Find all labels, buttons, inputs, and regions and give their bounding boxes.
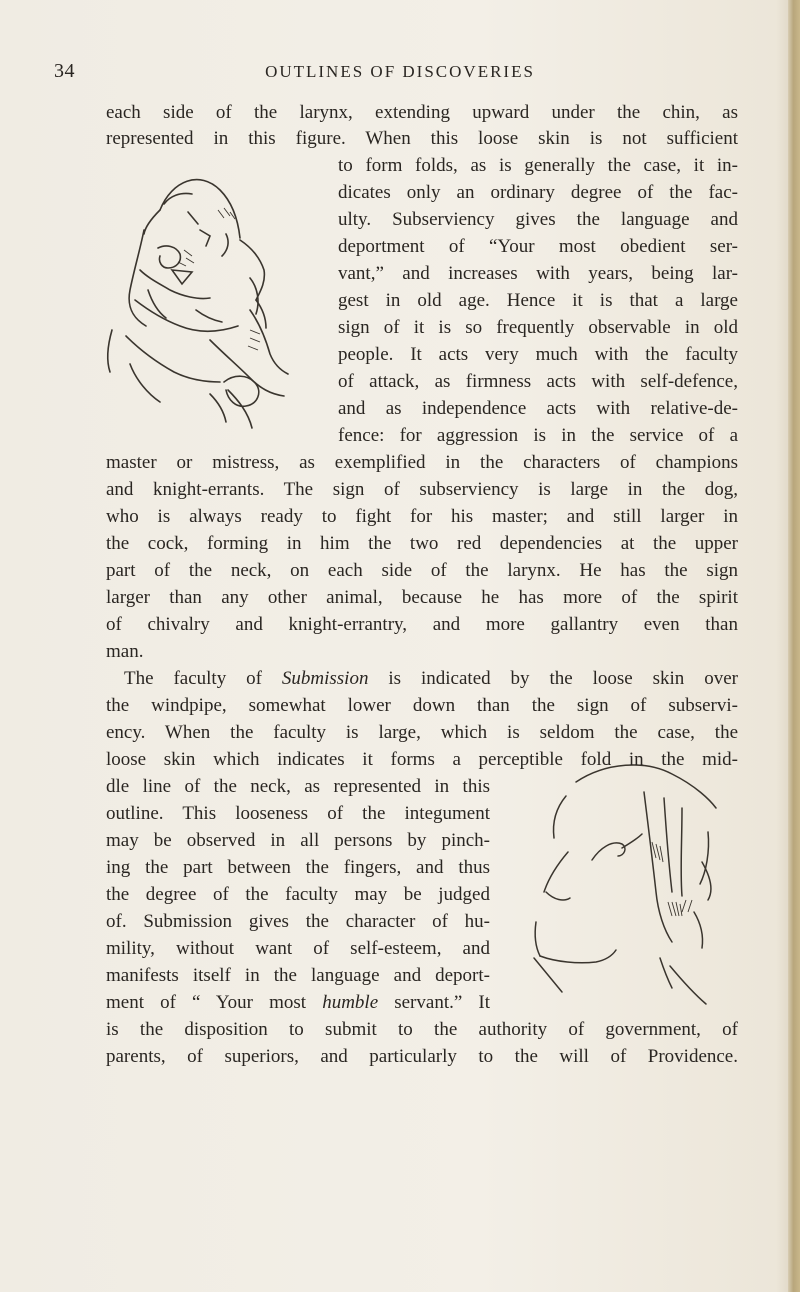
page-edge [788,0,800,1292]
running-head-title: OUTLINES OF DISCOVERIES [265,62,535,81]
text-line: part of the neck, on each side of the larynx. He has the sign [106,560,738,581]
text-line: ency. When the faculty is large, which is seldom the case, the [106,722,738,743]
neck-outline-icon [496,752,726,1017]
text-line: parents, of superiors, and particularly to the will of Providence. [106,1046,738,1067]
text-line: and knight-errants. The sign of subserviency is large in the dog, [106,479,738,500]
text-line: the degree of the faculty may be judged [106,884,490,905]
text-fragment: The faculty of [124,668,282,689]
head-profile-figure [100,150,305,450]
text-line: deportment of “Your most obedient ser- [338,236,738,257]
text-line: people. It acts very much with the faculty [338,344,738,365]
page-number: 34 [54,60,75,82]
text-line: who is always ready to fight for his master; and still larger in [106,506,738,527]
text-line: outline. This looseness of the integument [106,803,490,824]
text-line: dle line of the neck, as represented in this [106,776,490,797]
text-line-with-italic [124,666,738,692]
text-line: represented in this figure. When this loose skin is not sufficient [106,128,738,149]
text-line: to form folds, as is generally the case, it in- [338,155,738,176]
text-line: ing the part between the fingers, and thus [106,857,490,878]
text-line: manifests itself in the language and deport- [106,965,490,986]
italic-term: humble [322,992,379,1013]
neck-outline-figure [496,752,726,1017]
text-fragment: is indicated by the loose skin over [368,668,738,689]
text-line: the cock, forming in him the two red dependencies at the upper [106,533,738,554]
text-line: the windpipe, somewhat lower down than the sign of subservi- [106,695,738,716]
text-line: mility, without want of self-esteem, and [106,938,490,959]
text-fragment: servant.” It [378,992,490,1013]
head-profile-icon [100,150,305,450]
text-line: loose skin which indicates it forms a perceptible fold in the mid- [106,749,738,770]
italic-term: Submission [281,668,369,689]
text-line: gest in old age. Hence it is that a large [338,290,738,311]
text-line: vant,” and increases with years, being lar- [338,263,738,284]
text-line: of attack, as firmness acts with self-defence, [338,371,738,392]
running-head [54,60,726,84]
text-line: dicates only an ordinary degree of the fac- [338,182,738,203]
text-line: each side of the larynx, extending upward under the chin, as [106,102,738,123]
text-line: larger than any other animal, because he has more of the spirit [106,587,738,608]
text-line: ulty. Subserviency gives the language and [338,209,738,230]
text-line-with-italic [106,990,490,1016]
text-line: and as independence acts with relative-de- [338,398,738,419]
text-fragment: ment of “ Your most [106,992,323,1013]
text-line: may be observed in all persons by pinch- [106,830,490,851]
text-line: sign of it is so frequently observable in old [338,317,738,338]
text-line: master or mistress, as exemplified in the characters of champions [106,452,738,473]
text-line: fence: for aggression is in the service of a [338,425,738,446]
text-line: is the disposition to submit to the authority of government, of [106,1019,738,1040]
text-line: man. [106,641,144,662]
text-line: of chivalry and knight-errantry, and more gallantry even than [106,614,738,635]
text-line: of. Submission gives the character of hu- [106,911,490,932]
